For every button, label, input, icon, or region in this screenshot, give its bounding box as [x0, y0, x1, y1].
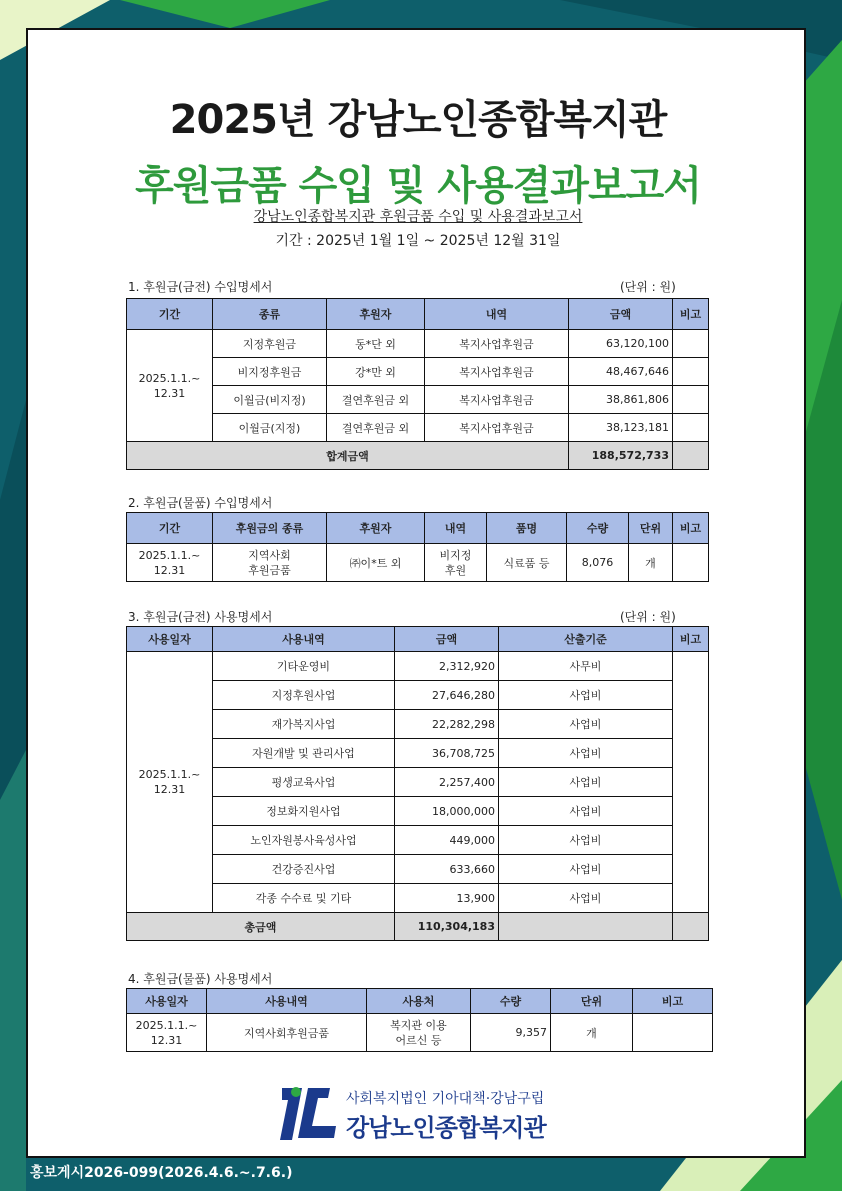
logo-org-line: 사회복지법인 기아대책·강남구립 [346, 1091, 545, 1107]
place-line2: 어르신 등 [395, 1033, 442, 1047]
col-header: 내역 [425, 513, 487, 544]
col-header: 사용처 [367, 989, 471, 1014]
col-header: 종류 [213, 299, 327, 330]
col-header: 사용내역 [213, 627, 395, 652]
col-header: 수량 [471, 989, 551, 1014]
amount-cell: 22,282,298 [395, 710, 499, 739]
amount-cell: 48,467,646 [569, 358, 673, 386]
period-line1: 2025.1.1.~ [135, 1018, 198, 1032]
table-header-row [127, 627, 709, 652]
total-row [127, 442, 709, 470]
col-header: 금액 [569, 299, 673, 330]
total-label: 총금액 [127, 913, 395, 941]
total-note [673, 442, 709, 470]
donor-cell: 결연후원금 외 [327, 414, 425, 442]
table-row [127, 768, 709, 797]
amount-cell: 2,257,400 [395, 768, 499, 797]
unit-cell: 개 [629, 544, 673, 582]
col-header: 수량 [567, 513, 629, 544]
basis-cell: 사업비 [499, 855, 673, 884]
amount-cell: 63,120,100 [569, 330, 673, 358]
item-cell: 정보화지원사업 [213, 797, 395, 826]
type-cell: 이월금(비지정) [213, 386, 327, 414]
qty-cell: 8,076 [567, 544, 629, 582]
item-cell: 재가복지사업 [213, 710, 395, 739]
table-row [127, 739, 709, 768]
col-header: 비고 [673, 299, 709, 330]
total-note [673, 913, 709, 941]
note-cell [673, 544, 709, 582]
col-header: 품명 [487, 513, 567, 544]
note-cell [673, 414, 709, 442]
table-row [127, 797, 709, 826]
note-cell [673, 652, 709, 913]
table-row [127, 386, 709, 414]
report-title-year: 2025년 강남노인종합복지관 [169, 97, 667, 143]
table-row [127, 710, 709, 739]
col-header: 비고 [673, 627, 709, 652]
section1-table [126, 298, 709, 470]
col-header: 기간 [127, 513, 213, 544]
basis-cell: 사업비 [499, 768, 673, 797]
donor-cell: 결연후원금 외 [327, 386, 425, 414]
item-cell: 각종 수수료 및 기타 [213, 884, 395, 913]
detail-cell: 복지사업후원금 [425, 386, 569, 414]
logo-name-line: 강남노인종합복지관 [346, 1114, 546, 1142]
item-cell: 기타운영비 [213, 652, 395, 681]
place-cell [367, 1014, 471, 1052]
amount-cell: 13,900 [395, 884, 499, 913]
table-header-row [127, 299, 709, 330]
col-header: 내역 [425, 299, 569, 330]
detail-cell: 복지사업후원금 [425, 330, 569, 358]
table-row [127, 1014, 713, 1052]
basis-cell: 사업비 [499, 797, 673, 826]
col-header: 후원자 [327, 513, 425, 544]
type-cell [213, 544, 327, 582]
table-row [127, 358, 709, 386]
table-row [127, 826, 709, 855]
period-line2: 12.31 [150, 1033, 183, 1047]
note-cell [633, 1014, 713, 1052]
detail-cell [425, 544, 487, 582]
table-row [127, 884, 709, 913]
period-cell [127, 544, 213, 582]
detail-cell: 복지사업후원금 [425, 414, 569, 442]
col-header: 사용일자 [127, 989, 207, 1014]
unit-cell: 개 [551, 1014, 633, 1052]
col-header: 후원자 [327, 299, 425, 330]
type-line2: 후원금품 [248, 563, 291, 577]
basis-cell: 사업비 [499, 681, 673, 710]
basis-cell: 사무비 [499, 652, 673, 681]
section2-title: 2. 후원금(물품) 수입명세서 [128, 496, 273, 510]
col-header: 단위 [629, 513, 673, 544]
item-cell: 노인자원봉사육성사업 [213, 826, 395, 855]
donor-cell: ㈜이*트 외 [327, 544, 425, 582]
donor-cell: 강*만 외 [327, 358, 425, 386]
report-sheet [26, 28, 806, 1158]
type-cell: 이월금(지정) [213, 414, 327, 442]
report-period: 기간 : 2025년 1월 1일 ~ 2025년 12월 31일 [275, 233, 561, 249]
item-cell: 자원개발 및 관리사업 [213, 739, 395, 768]
detail-line2: 후원 [444, 563, 467, 577]
total-row [127, 913, 709, 941]
amount-cell: 449,000 [395, 826, 499, 855]
col-header: 후원금의 종류 [213, 513, 327, 544]
col-header: 비고 [633, 989, 713, 1014]
section1-unit: (단위 : 원) [620, 280, 676, 294]
qty-cell: 9,357 [471, 1014, 551, 1052]
amount-cell: 2,312,920 [395, 652, 499, 681]
section3-title: 3. 후원금(금전) 사용명세서 [128, 610, 273, 624]
posting-footer: 홍보게시2026-099(2026.4.6.~.7.6.) [30, 1165, 293, 1181]
basis-cell: 사업비 [499, 739, 673, 768]
total-label: 합계금액 [127, 442, 569, 470]
amount-cell: 18,000,000 [395, 797, 499, 826]
amount-cell: 38,123,181 [569, 414, 673, 442]
place-line1: 복지관 이용 [390, 1018, 447, 1032]
amount-cell: 633,660 [395, 855, 499, 884]
table-row [127, 414, 709, 442]
col-header: 금액 [395, 627, 499, 652]
logo-mark-icon [278, 1082, 340, 1144]
note-cell [673, 330, 709, 358]
table-row [127, 652, 709, 681]
table-row [127, 544, 709, 582]
col-header: 기간 [127, 299, 213, 330]
period-line1: 2025.1.1.~ [138, 768, 201, 781]
detail-line1: 비지정 [439, 548, 472, 562]
basis-cell: 사업비 [499, 826, 673, 855]
table-row [127, 330, 709, 358]
report-subtitle: 강남노인종합복지관 후원금품 수입 및 사용결과보고서 [253, 209, 583, 225]
total-basis [499, 913, 673, 941]
item-cell: 식료품 등 [487, 544, 567, 582]
section3-unit: (단위 : 원) [620, 610, 676, 624]
col-header: 비고 [673, 513, 709, 544]
amount-cell: 36,708,725 [395, 739, 499, 768]
period-line2: 12.31 [153, 386, 186, 400]
total-amount: 110,304,183 [395, 913, 499, 941]
table-header-row [127, 989, 713, 1014]
col-header: 산출기준 [499, 627, 673, 652]
col-header: 사용일자 [127, 627, 213, 652]
basis-cell: 사업비 [499, 710, 673, 739]
amount-cell: 38,861,806 [569, 386, 673, 414]
report-title-main: 후원금품 수입 및 사용결과보고서 [135, 163, 701, 209]
period-line1: 2025.1.1.~ [138, 548, 201, 562]
section4-title: 4. 후원금(물품) 사용명세서 [128, 972, 273, 986]
period-cell [127, 330, 213, 442]
table-row [127, 681, 709, 710]
item-cell: 건강증진사업 [213, 855, 395, 884]
table-header-row [127, 513, 709, 544]
table-row [127, 855, 709, 884]
col-header: 사용내역 [207, 989, 367, 1014]
type-line1: 지역사회 [248, 548, 291, 562]
type-cell: 지정후원금 [213, 330, 327, 358]
section3-table [126, 626, 709, 941]
col-header: 단위 [551, 989, 633, 1014]
item-cell: 지정후원사업 [213, 681, 395, 710]
period-line1: 2025.1.1.~ [138, 371, 201, 385]
period-cell [127, 652, 213, 913]
item-cell: 평생교육사업 [213, 768, 395, 797]
period-line2: 12.31 [153, 563, 186, 577]
detail-cell: 복지사업후원금 [425, 358, 569, 386]
note-cell [673, 358, 709, 386]
basis-cell: 사업비 [499, 884, 673, 913]
period-cell [127, 1014, 207, 1052]
donor-cell: 동*단 외 [327, 330, 425, 358]
section2-table [126, 512, 709, 582]
section4-table [126, 988, 713, 1052]
amount-cell: 27,646,280 [395, 681, 499, 710]
total-amount: 188,572,733 [569, 442, 673, 470]
institution-logo [278, 1082, 578, 1144]
period-line2: 12.31 [153, 783, 186, 796]
note-cell [673, 386, 709, 414]
section1-title: 1. 후원금(금전) 수입명세서 [128, 280, 273, 294]
item-cell: 지역사회후원금품 [207, 1014, 367, 1052]
type-cell: 비지정후원금 [213, 358, 327, 386]
